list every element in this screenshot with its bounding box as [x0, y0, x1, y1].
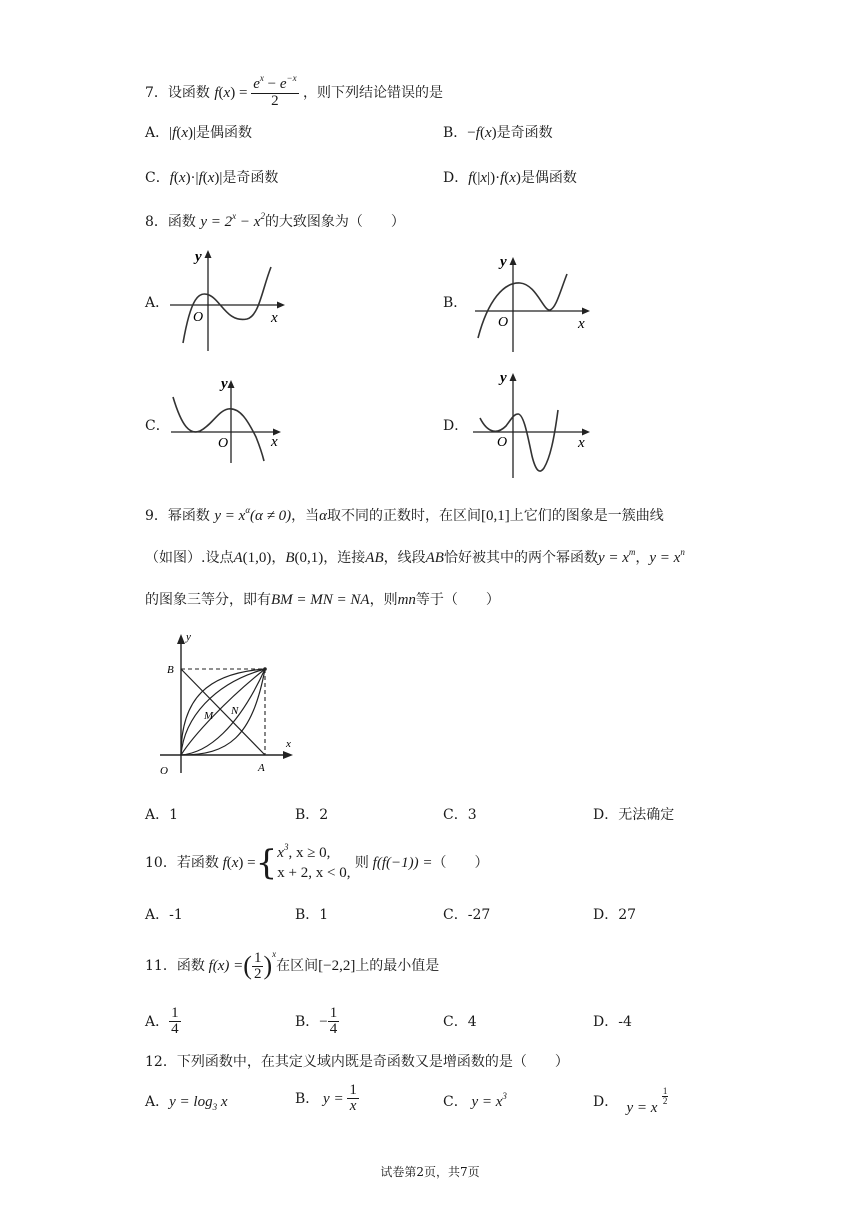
q7-stem: 7．设函数 f(x) = $\frac{e^x - e^{-x}}{2}$ ，则下列结论错误的是 [145, 73, 444, 109]
q10-option-b: B．1 [295, 907, 329, 923]
page-footer: 试卷第2页，共7页 [380, 1165, 480, 1179]
q10-cases: $x^3$, x ≥ 0, x + 2, x < 0, [277, 841, 351, 881]
q10-stem: 10． 若函数 f(x) = { $x^3$, x ≥ 0, x + 2, x < 0, 则 f(f(−1)) = （ ） [145, 841, 489, 883]
fig-m-label: M [204, 710, 214, 722]
q9-figure [148, 628, 308, 778]
q10-option-d: D．27 [593, 907, 637, 923]
q9-option-c: C．3 [443, 807, 477, 823]
q12-option-d: D． y = x $\frac{1}{2}$ [593, 1085, 668, 1116]
graph-d-o: O [497, 435, 508, 450]
graph-c-x: x [271, 434, 278, 450]
q11-option-d: D．-4 [593, 1014, 632, 1030]
fig-y-label: y [186, 631, 191, 643]
q11-fraction: $\frac{1}{2}$ [253, 949, 262, 982]
q9-line-1: 9．幂函数 $y = x^\alpha(\alpha \ne 0)$，当α取不同的正数时，在区间[0,1]上它们的图象是一簇曲线 [145, 505, 664, 524]
graph-d-y: y [500, 370, 507, 386]
q8-option-d-label: D． [443, 418, 469, 434]
q10-option-c: C．-27 [443, 907, 491, 923]
q8-graph-a [165, 245, 290, 355]
fig-x-label: x [286, 738, 291, 750]
q12-option-b: B． y = $\frac{1}{x}$ [295, 1082, 357, 1114]
q8-option-b-label: B． [443, 295, 468, 311]
graph-b-o: O [498, 315, 509, 330]
fig-a-label: A [258, 762, 265, 774]
q10-option-a: A．-1 [145, 907, 183, 923]
graph-a-o: O [193, 310, 204, 325]
q12-stem: 12．下列函数中，在其定义域内既是奇函数又是增函数的是（ ） [145, 1054, 569, 1070]
q11-stem: 11． 函数 f(x) = ( $\frac{1}{2}$ ) x 在区间 [−2,2] 上的最小值是 [145, 949, 440, 982]
q9-line-2: （如图）.设点A(1,0)，B(0,1)，连接AB，线段AB恰好被其中的两个幂函数$y = x^m$，$y = x^n$ [145, 547, 685, 566]
q7-option-d: D．f(|x|)·f(x)是偶函数 [443, 170, 577, 186]
q7-option-b: B．−f(x)是奇函数 [443, 125, 553, 141]
fig-b-label: B [167, 664, 174, 676]
graph-a-x: x [271, 310, 278, 326]
q8-graph-c [168, 375, 293, 465]
fig-n-label: N [231, 705, 239, 717]
q7-option-c: C．f(x)·|f(x)|是奇函数 [145, 170, 279, 186]
graph-b-y: y [500, 254, 507, 270]
q9-option-d: D．无法确定 [593, 807, 675, 823]
q12-option-a: A．$y = \log_3 x$ [145, 1094, 228, 1112]
q12-option-c: C． $y = x^3$ [443, 1091, 507, 1110]
q7-fraction: $\frac{e^x - e^{-x}}{2}$ [253, 73, 297, 109]
q8-option-c-label: C． [145, 418, 170, 434]
q8-option-a-label: A． [145, 295, 170, 311]
q9-line-3: 的图象三等分，即有BM = MN = NA，则mn等于（ ） [145, 592, 500, 608]
q11-option-c: C．4 [443, 1014, 477, 1030]
q8-stem: 8．函数 $y = 2^x - x^2$的大致图象为（ ） [145, 211, 405, 230]
graph-b-x: x [578, 316, 585, 332]
graph-c-y: y [221, 376, 228, 392]
fig-o-label: O [160, 765, 168, 777]
q9-option-a: A．1 [145, 807, 179, 823]
q8-graph-b [470, 252, 595, 357]
graph-d-x: x [578, 435, 585, 451]
q7-option-a: A．|f(x)|是偶函数 [145, 125, 252, 141]
q11-option-a: A． $\frac{1}{4}$ [145, 1005, 179, 1037]
q8-graph-d [470, 368, 595, 480]
graph-c-o: O [218, 436, 229, 451]
q11-option-b: B． − $\frac{1}{4}$ [295, 1005, 338, 1037]
q9-option-b: B．2 [295, 807, 329, 823]
q10-brace: { [255, 843, 278, 883]
graph-a-y: y [195, 249, 202, 265]
